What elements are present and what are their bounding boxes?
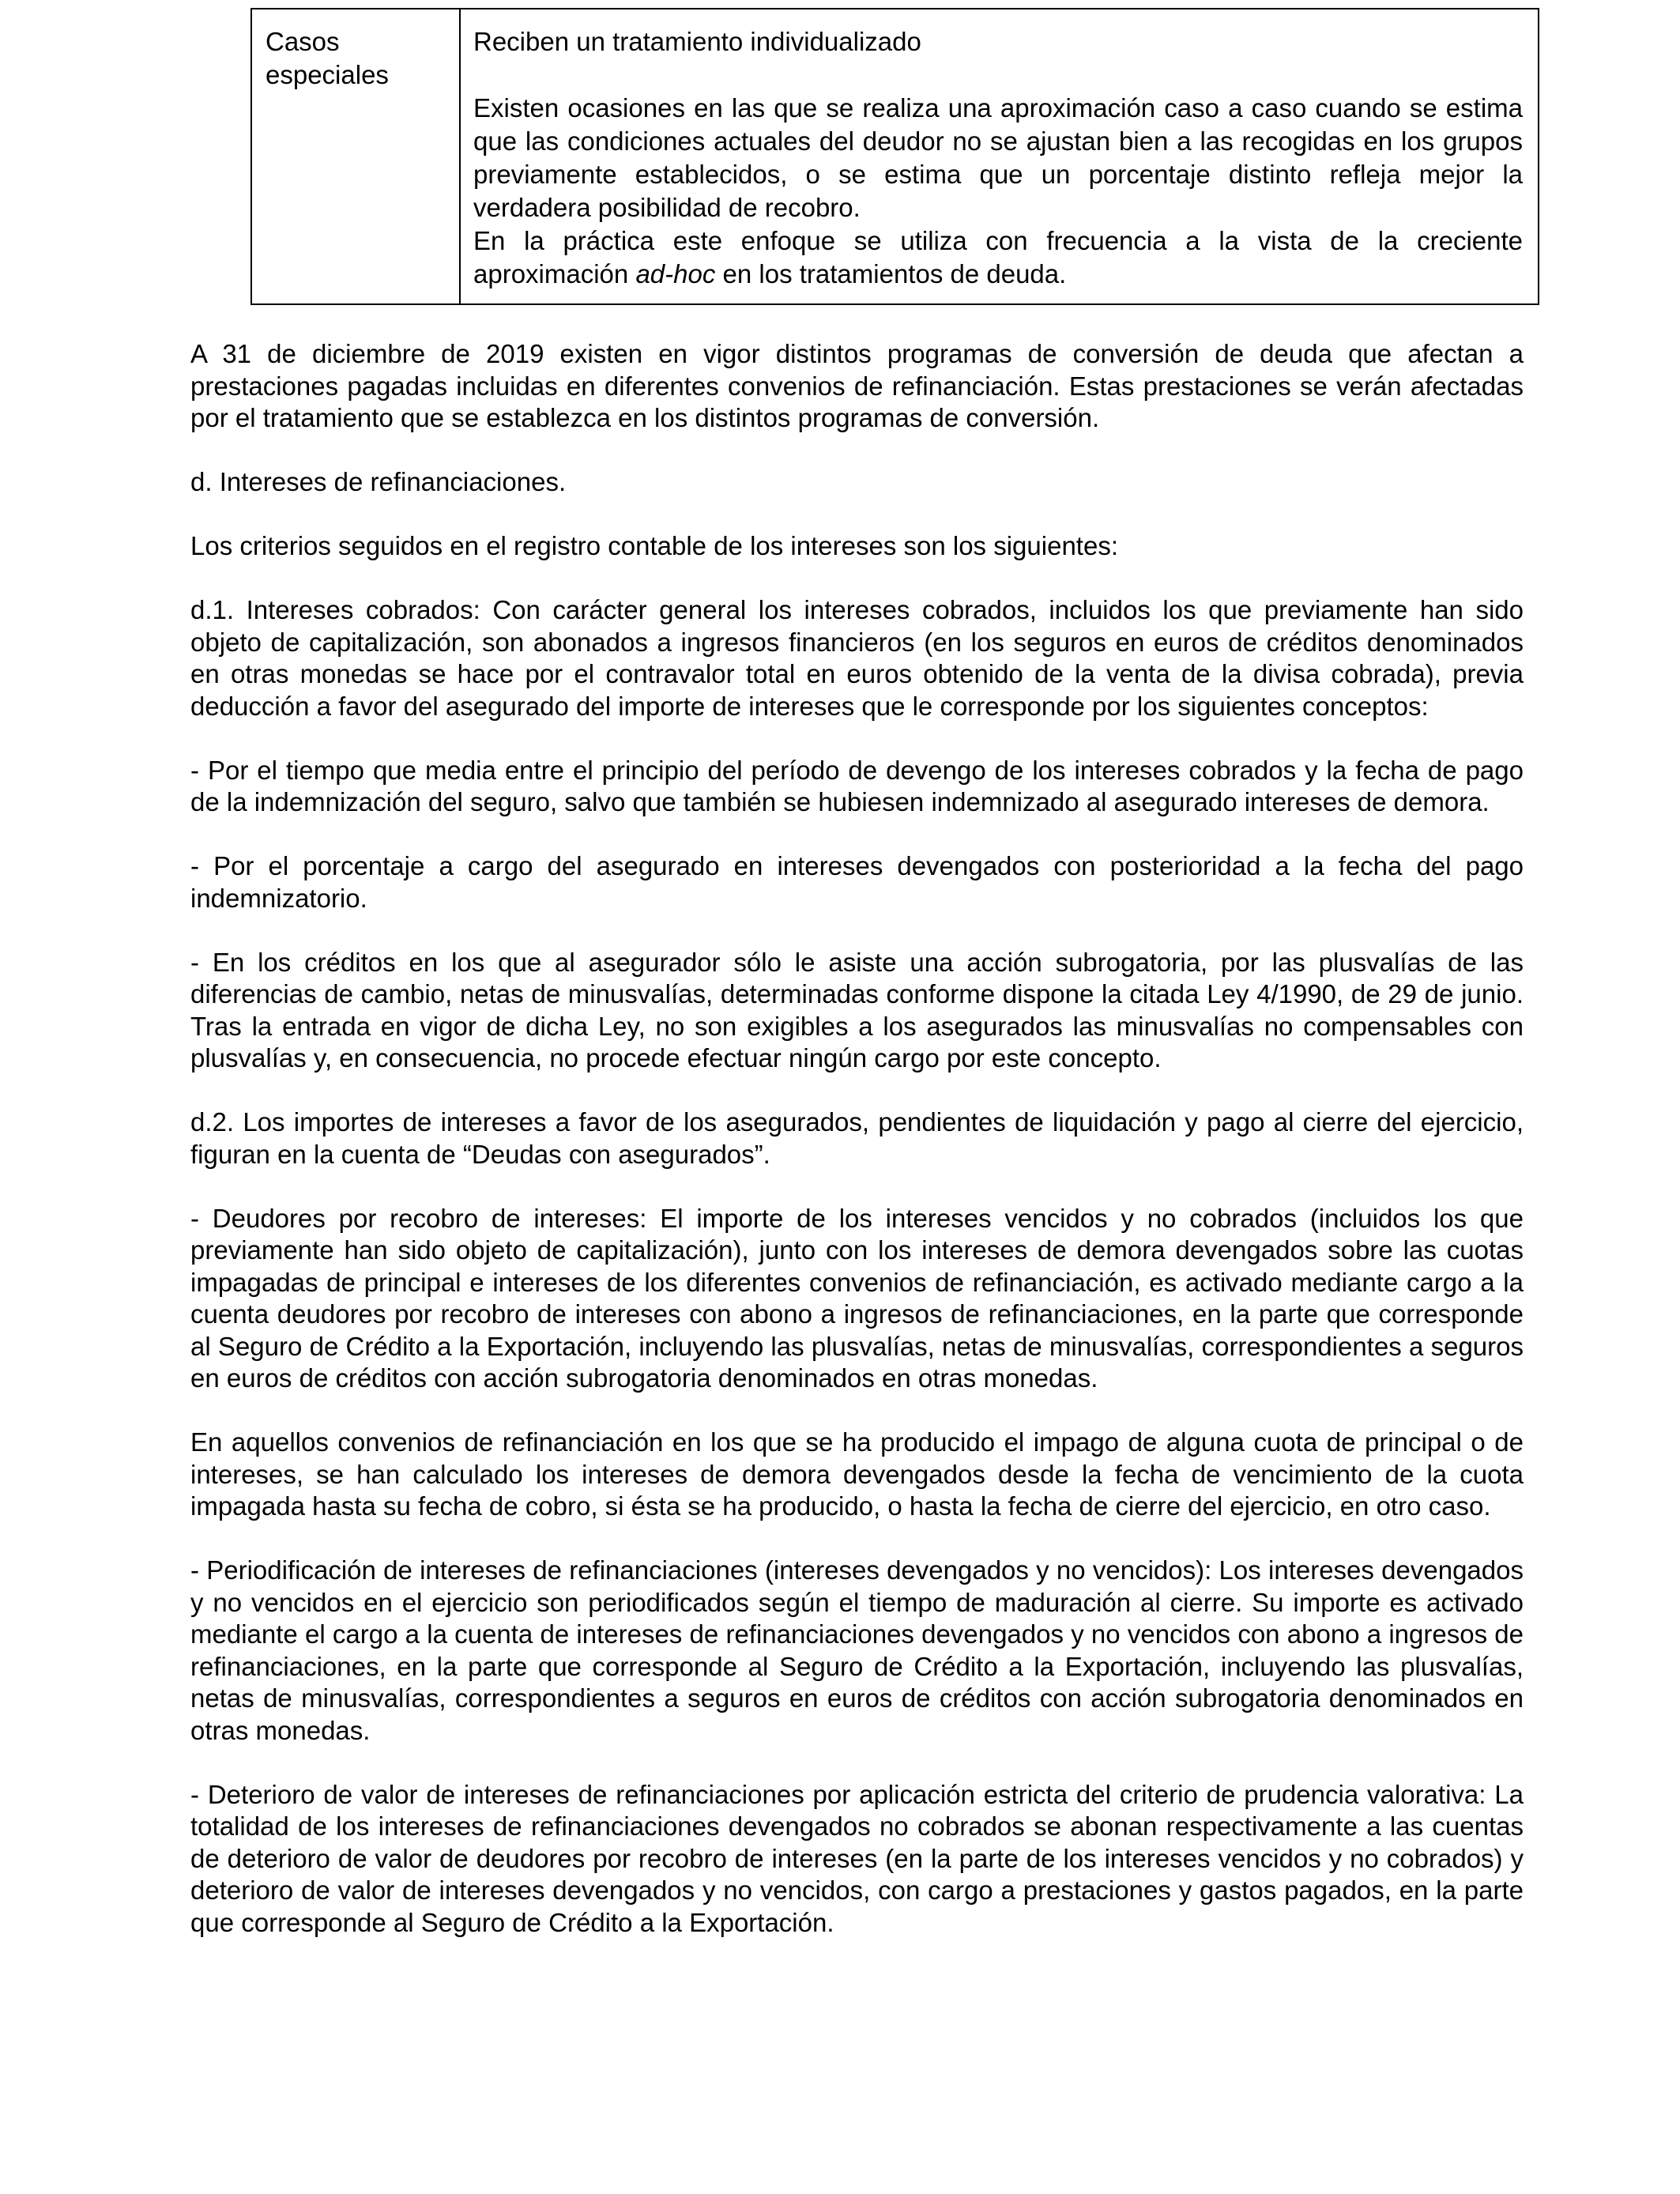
- table-cell-paragraph: Existen ocasiones en las que se realiza una aproximación caso a caso cuando se estima que las condiciones actuales del deudor no se ajustan bien a las recogidas en los grupos previamente establecidos, o se estima que un porcentaje distinto refleja mejor la verdadera posibilidad de recobro.: [473, 93, 1523, 222]
- list-item: - En los créditos en los que al asegurador sólo le asiste una acción subrogatoria, por las plusvalías de las diferencias de cambio, netas de minusvalías, determinadas conforme dispone la citada Ley 4/1990, de 29 de junio. Tras la entrada en vigor de dicha Ley, no son exigibles a los asegurados las minusvalías no compensables con plusvalías y, en consecuencia, no procede efectuar ningún cargo por este concepto.: [190, 947, 1524, 1072]
- list-item: - Deudores por recobro de intereses: El importe de los intereses vencidos y no cobrados (incluidos los que previamente han sido objeto de capitalización), junto con los intereses de demora devengados sobre las cuotas impagadas de principal e intereses de los diferentes convenios de refinanciación, es activado mediante cargo a la cuenta deudores por recobro de intereses con abono a ingresos de refinanciaciones, en la parte que corresponde al Seguro de Crédito a la Exportación, incluyendo las plusvalías, netas de minusvalías, correspondientes a seguros en euros de créditos con acción subrogatoria denominados en otras monedas.: [190, 1203, 1524, 1393]
- special-cases-table: [250, 8, 1539, 305]
- section-heading: d. Intereses de refinanciaciones.: [190, 467, 567, 496]
- table-column-divider: [459, 9, 461, 303]
- paragraph-debt-conversion: A 31 de diciembre de 2019 existen en vigor distintos programas de conversión de deuda que afectan a prestaciones pagadas incluidas en diferentes convenios de refinanciación. Estas prestaciones se verán afectadas por el tratamiento que se establezca en los distintos programas de conversión.: [190, 339, 1524, 432]
- list-item: - Por el tiempo que media entre el principio del período de devengo de los intereses cobrados y la fecha de pago de la indemnización del seguro, salvo que también se hubiesen indemnizado al asegurado intereses de demora.: [190, 755, 1524, 816]
- paragraph-text: en los tratamientos de deuda.: [715, 259, 1067, 288]
- paragraph-interest-payable: d.2. Los importes de intereses a favor de los asegurados, pendientes de liquidación y pago al cierre del ejercicio, figuran en la cuenta de “Deudas con asegurados”.: [190, 1107, 1524, 1169]
- list-item: - Periodificación de intereses de refinanciaciones (intereses devengados y no vencidos): Los intereses devengados y no vencidos en el ejercicio son periodificados según el tiempo de maduración al cierre. Su importe es activado mediante el cargo a la cuenta de intereses de refinanciaciones devengados y no vencidos con abono a ingresos de refinanciaciones, en la parte que corresponde al Seguro de Crédito a la Exportación, incluyendo las plusvalías, netas de minusvalías, correspondientes a seguros en euros de créditos con acción subrogatoria denominados en otras monedas.: [190, 1555, 1524, 1745]
- table-cell-paragraph: [473, 224, 1523, 291]
- list-item: - Por el porcentaje a cargo del asegurado en intereses devengados con posterioridad a la fecha del pago indemnizatorio.: [190, 851, 1524, 913]
- document-body: [190, 338, 1524, 1939]
- table-row-content: [473, 25, 1523, 291]
- paragraph-text: En la práctica este enfoque se utiliza con frecuencia a la vista de la creciente aproximación: [473, 226, 1523, 288]
- paragraph-interest-collected: d.1. Intereses cobrados: Con carácter general los intereses cobrados, incluidos los que previamente han sido objeto de capitalización, son abonados a ingresos financieros (en los seguros en euros de créditos denominados en otras monedas se hace por el contravalor total en euros obtenido de la venta de la divisa cobrada), previa deducción a favor del asegurado del importe de intereses que le corresponde por los siguientes conceptos:: [190, 595, 1524, 721]
- italic-term: ad-hoc: [635, 259, 716, 288]
- paragraph-criteria-intro: Los criterios seguidos en el registro contable de los intereses son los siguientes:: [190, 531, 1118, 560]
- paragraph-default-interest: En aquellos convenios de refinanciación en los que se ha producido el impago de alguna cuota de principal o de intereses, se han calculado los intereses de demora devengados desde la fecha de vencimiento de la cuota impagada hasta su fecha de cobro, si ésta se ha producido, o hasta la fecha de cierre del ejercicio, en otro caso.: [190, 1427, 1524, 1521]
- list-item: - Deterioro de valor de intereses de refinanciaciones por aplicación estricta del criterio de prudencia valorativa: La totalidad de los intereses de refinanciaciones devengados no cobrados se abonan respectivamente a las cuentas de deterioro de valor de deudores por recobro de intereses (en la parte de los intereses vencidos y no cobrados) y deterioro de valor de intereses devengados y no vencidos, con cargo a prestaciones y gastos pagados, en la parte que corresponde al Seguro de Crédito a la Exportación.: [190, 1779, 1524, 1937]
- table-cell-heading: Reciben un tratamiento individualizado: [473, 27, 921, 56]
- table-row-label: Casos especiales: [266, 27, 389, 89]
